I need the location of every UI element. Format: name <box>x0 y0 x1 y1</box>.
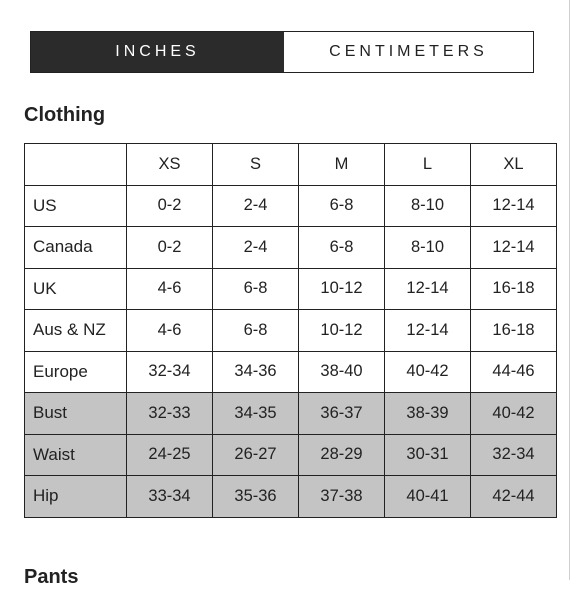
row-label: Waist <box>25 434 127 476</box>
size-cell: 34-35 <box>213 393 299 435</box>
size-cell: 26-27 <box>213 434 299 476</box>
size-cell: 36-37 <box>299 393 385 435</box>
size-cell: 34-36 <box>213 351 299 393</box>
size-cell: 16-18 <box>471 268 557 310</box>
size-cell: 12-14 <box>385 310 471 352</box>
size-cell: 40-42 <box>385 351 471 393</box>
size-cell: 6-8 <box>213 268 299 310</box>
size-cell: 24-25 <box>127 434 213 476</box>
size-cell: 32-33 <box>127 393 213 435</box>
size-cell: 12-14 <box>471 227 557 269</box>
table-row <box>25 268 557 310</box>
size-cell: 28-29 <box>299 434 385 476</box>
size-cell: 33-34 <box>127 476 213 518</box>
size-cell: 0-2 <box>127 227 213 269</box>
table-row <box>25 310 557 352</box>
size-cell: 12-14 <box>471 185 557 227</box>
size-cell: 35-36 <box>213 476 299 518</box>
size-cell: 16-18 <box>471 310 557 352</box>
size-cell: 6-8 <box>213 310 299 352</box>
size-cell: 37-38 <box>299 476 385 518</box>
header-cell-xs: XS <box>127 144 213 186</box>
size-cell: 8-10 <box>385 185 471 227</box>
header-cell-l: L <box>385 144 471 186</box>
table-row <box>25 476 557 518</box>
row-label: Europe <box>25 351 127 393</box>
table-row <box>25 351 557 393</box>
size-cell: 4-6 <box>127 268 213 310</box>
size-cell: 44-46 <box>471 351 557 393</box>
table-body <box>25 144 557 518</box>
size-cell: 12-14 <box>385 268 471 310</box>
row-label: Hip <box>25 476 127 518</box>
size-cell: 6-8 <box>299 185 385 227</box>
size-cell: 2-4 <box>213 185 299 227</box>
table-row <box>25 434 557 476</box>
size-cell: 38-40 <box>299 351 385 393</box>
row-label: Bust <box>25 393 127 435</box>
size-cell: 2-4 <box>213 227 299 269</box>
size-cell: 32-34 <box>127 351 213 393</box>
size-cell: 4-6 <box>127 310 213 352</box>
table-row <box>25 185 557 227</box>
header-row <box>25 144 557 186</box>
size-cell: 10-12 <box>299 268 385 310</box>
size-cell: 0-2 <box>127 185 213 227</box>
row-label: Aus & NZ <box>25 310 127 352</box>
header-cell-s: S <box>213 144 299 186</box>
scroll-edge-divider <box>569 0 570 580</box>
clothing-size-table <box>24 143 557 518</box>
size-cell: 40-41 <box>385 476 471 518</box>
header-cell-xl: XL <box>471 144 557 186</box>
row-label: US <box>25 185 127 227</box>
size-cell: 8-10 <box>385 227 471 269</box>
pants-section-title: Pants <box>24 566 79 588</box>
centimeters-tab[interactable]: CENTIMETERS <box>284 32 533 72</box>
table-row <box>25 393 557 435</box>
size-cell: 42-44 <box>471 476 557 518</box>
clothing-section-title: Clothing <box>24 104 106 126</box>
row-label: UK <box>25 268 127 310</box>
size-cell: 38-39 <box>385 393 471 435</box>
size-cell: 10-12 <box>299 310 385 352</box>
header-corner-cell <box>25 144 127 186</box>
size-cell: 6-8 <box>299 227 385 269</box>
inches-tab[interactable]: INCHES <box>31 32 284 72</box>
size-cell: 30-31 <box>385 434 471 476</box>
row-label: Canada <box>25 227 127 269</box>
header-cell-m: M <box>299 144 385 186</box>
table-row <box>25 227 557 269</box>
size-cell: 40-42 <box>471 393 557 435</box>
size-cell: 32-34 <box>471 434 557 476</box>
unit-toggle <box>30 31 534 73</box>
